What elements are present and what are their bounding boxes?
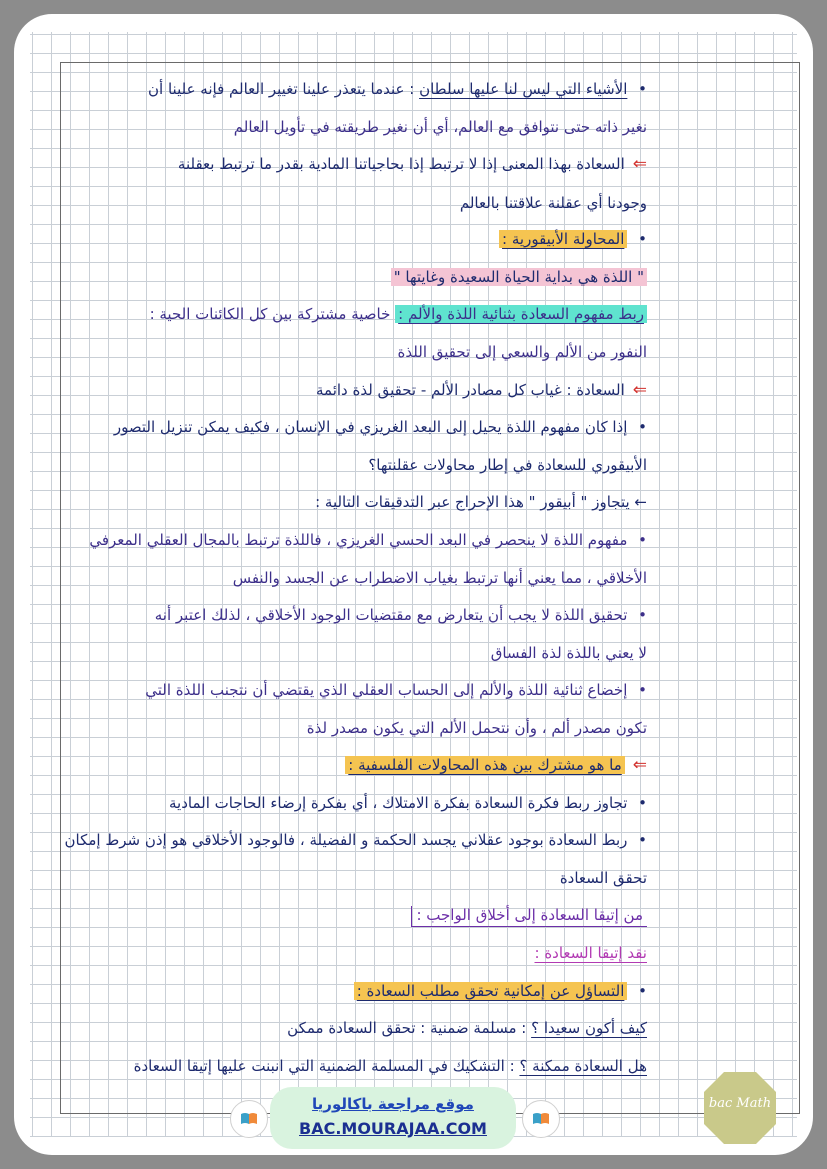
text-line bbox=[315, 491, 647, 513]
text-line bbox=[148, 78, 647, 100]
note-text: لا يعني باللذة لذة الفساق bbox=[490, 644, 647, 662]
arrow-icon: ⇐ bbox=[632, 755, 647, 775]
note-text: • bbox=[633, 80, 647, 98]
graph-paper bbox=[30, 32, 797, 1137]
text-line bbox=[134, 1055, 647, 1077]
book-logo-icon bbox=[522, 1100, 560, 1138]
text-line bbox=[234, 116, 647, 138]
arrow-icon: ⇐ bbox=[632, 380, 647, 400]
text-line bbox=[233, 567, 647, 589]
text-line bbox=[391, 266, 647, 288]
note-text: مفهوم اللذة لا ينحصر في البعد الحسي الغريزي ، فاللذة ترتبط بالمجال العقلي المعرفي bbox=[89, 531, 628, 549]
text-line bbox=[560, 867, 647, 889]
note-text: ربط مفهوم السعادة بثنائية اللذة والألم : bbox=[395, 305, 647, 323]
note-text: • bbox=[633, 606, 647, 624]
note-text: الأبيقوري للسعادة في إطار محاولات عقلنتها؟ bbox=[368, 456, 647, 474]
note-text: تحقيق اللذة لا يجب أن يتعارض مع مقتضيات الوجود الأخلاقي ، لذلك اعتبر أنه bbox=[154, 606, 628, 624]
note-text: : عندما يتعذر علينا تغيير العالم فإنه علينا أن bbox=[148, 80, 420, 98]
site-banner[interactable] bbox=[270, 1087, 516, 1149]
note-text: : مسلمة ضمنية : تحقق السعادة ممكن bbox=[287, 1019, 532, 1037]
text-line bbox=[169, 792, 647, 814]
text-line bbox=[89, 529, 647, 551]
note-text: ما هو مشترك بين هذه المحاولات الفلسفية : bbox=[345, 756, 624, 774]
note-text: • bbox=[633, 531, 647, 549]
bac-math-badge bbox=[702, 1070, 778, 1146]
arrow-icon: ⇐ bbox=[632, 154, 647, 174]
note-text: • bbox=[633, 230, 647, 248]
note-text: وجودنا أي عقلنة علاقتنا بالعالم bbox=[459, 194, 647, 212]
note-text: كيف أكون سعيدا ؟ bbox=[531, 1019, 647, 1037]
text-line bbox=[368, 454, 647, 476]
text-line bbox=[65, 829, 647, 851]
banner-arabic-title[interactable]: موقع مراجعة باكالوريا bbox=[312, 1095, 474, 1113]
note-text: تكون مصدر ألم ، وأن نتحمل الألم التي يكون مصدر لذة bbox=[306, 719, 647, 737]
note-text: نقد إتيقا السعادة : bbox=[534, 944, 647, 962]
text-line bbox=[316, 379, 647, 401]
text-line bbox=[411, 904, 647, 926]
text-line bbox=[145, 679, 647, 701]
book-logo-icon bbox=[230, 1100, 268, 1138]
note-text: المحاولة الأبيقورية : bbox=[499, 230, 627, 248]
note-text: السعادة : غياب كل مصادر الألم - تحقيق لذة دائمة bbox=[316, 381, 625, 399]
note-text: من إتيقا السعادة إلى أخلاق الواجب : bbox=[411, 906, 647, 927]
note-text: يتجاوز " أبيقور " هذا الإحراج عبر التدقيقات التالية : bbox=[315, 493, 630, 511]
text-line bbox=[307, 717, 647, 739]
note-text: : التشكيك في المسلمة الضمنية التي انبنت عليها إتيقا السعادة bbox=[133, 1057, 520, 1075]
text-line bbox=[114, 416, 647, 438]
text-line bbox=[491, 642, 647, 664]
note-text: إذا كان مفهوم اللذة يحيل إلى البعد الغريزي في الإنسان ، فكيف يمكن تنزيل التصور bbox=[113, 418, 628, 436]
note-text: ← bbox=[629, 493, 647, 511]
note-text: ربط السعادة بوجود عقلاني يجسد الحكمة و الفضيلة ، فالوجود الأخلاقي هو إذن شرط إمكان bbox=[64, 831, 628, 849]
note-text: الأخلاقي ، مما يعني أنها ترتبط بغياب الاضطراب عن الجسد والنفس bbox=[232, 569, 647, 587]
text-line bbox=[499, 228, 647, 250]
note-text: تجاوز ربط فكرة السعادة بفكرة الامتلاك ، أي بفكرة إرضاء الحاجات المادية bbox=[168, 794, 628, 812]
note-text: نغير ذاته حتى نتوافق مع العالم، أي أن نغير طريقته في تأويل العالم bbox=[233, 118, 647, 136]
text-line bbox=[354, 980, 647, 1002]
note-text: الأشياء التي ليس لنا عليها سلطان bbox=[419, 80, 628, 98]
text-line bbox=[398, 341, 647, 363]
note-text: • bbox=[633, 681, 647, 699]
note-text: خاصية مشتركة بين كل الكائنات الحية : bbox=[149, 305, 396, 323]
text-line bbox=[178, 153, 647, 175]
text-line bbox=[155, 604, 647, 626]
text-line bbox=[535, 942, 648, 964]
note-text: • bbox=[633, 982, 647, 1000]
note-text: التساؤل عن إمكانية تحقق مطلب السعادة : bbox=[354, 982, 628, 1000]
note-text: النفور من الألم والسعي إلى تحقيق اللذة bbox=[397, 343, 647, 361]
note-text: السعادة بهذا المعنى إذا لا ترتبط إذا بحاجياتنا المادية بقدر ما ترتبط بعقلنة bbox=[177, 155, 625, 173]
note-text: تحقق السعادة bbox=[559, 869, 647, 887]
banner-site-url[interactable]: BAC.MOURAJAA.COM bbox=[299, 1119, 487, 1138]
note-text: هل السعادة ممكنة ؟ bbox=[519, 1057, 647, 1075]
text-line bbox=[150, 303, 647, 325]
note-text: " اللذة هي بداية الحياة السعيدة وغايتها " bbox=[391, 268, 647, 286]
text-line bbox=[460, 192, 647, 214]
note-text: • bbox=[633, 794, 647, 812]
text-line bbox=[287, 1017, 647, 1039]
note-text: • bbox=[633, 831, 647, 849]
page-sheet bbox=[14, 14, 813, 1155]
note-text: • bbox=[633, 418, 647, 436]
note-text: إخضاع ثنائية اللذة والألم إلى الحساب العقلي الذي يقتضي أن نتجنب اللذة التي bbox=[145, 681, 628, 699]
text-line bbox=[345, 754, 647, 776]
badge-text: bac Math bbox=[708, 1096, 772, 1111]
